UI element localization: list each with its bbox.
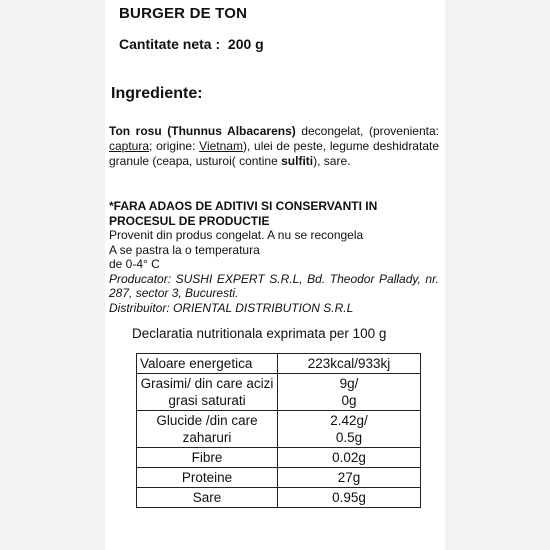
nutrient-label: Glucide /din care zaharuri — [137, 411, 278, 448]
net-quantity-value: 200 g — [227, 36, 264, 52]
table-row — [137, 374, 421, 411]
nutrient-label: Grasimi/ din care acizi grasi saturati — [137, 374, 278, 411]
nutrition-table — [136, 353, 421, 508]
origin-country: Vietnam — [199, 139, 243, 153]
net-quantity-label: Cantitate neta : — [119, 36, 221, 52]
nutrient-value: 9g/ 0g — [278, 374, 421, 411]
nutrient-value: 223kcal/933kj — [278, 354, 421, 374]
storage-note-3: de 0-4° C — [109, 257, 160, 271]
nutrient-value: 2.42g/ 0.5g — [278, 411, 421, 448]
nutrition-declaration: Declaratia nutritionala exprimata per 100 g — [132, 326, 387, 341]
ingredient-text-4: ), sare. — [313, 154, 351, 168]
nutrient-label: Fibre — [137, 448, 278, 468]
nutrient-value: 27g — [278, 468, 421, 488]
storage-note-1: Provenit din produs congelat. A nu se recongela — [109, 228, 364, 242]
ingredient-text-1: decongelat, (provenienta: — [295, 124, 439, 138]
table-row — [137, 411, 421, 448]
table-row — [137, 354, 421, 374]
nutrient-label: Sare — [137, 488, 278, 508]
producer-value: : SUSHI EXPERT S.R.L, Bd. Theodor Pallady, nr. 287, sector 3, Bucuresti. — [109, 271, 439, 300]
ingredient-fish: Ton rosu (Thunnus Albacarens) — [109, 124, 296, 138]
allergen-sulfites: sulfiti — [281, 154, 314, 168]
ingredient-text-3: ), ulei de peste, legume deshidratate granule (ceapa, usturoi( contine — [109, 139, 439, 168]
nutrient-label: Valoare energetica — [137, 354, 278, 374]
ingredients-text — [109, 124, 439, 169]
notes-block — [109, 199, 439, 315]
nutrient-value: 0.02g — [278, 448, 421, 468]
nutrient-label: Proteine — [137, 468, 278, 488]
producer-label: Producator — [109, 271, 168, 286]
distributor-value: : ORIENTAL DISTRIBUTION S.R.L — [166, 300, 354, 315]
ingredient-text-2: ; origine: — [149, 139, 200, 153]
table-row — [137, 448, 421, 468]
producer-info — [109, 272, 439, 301]
table-row — [137, 488, 421, 508]
distributor-info — [109, 301, 439, 316]
table-row — [137, 468, 421, 488]
nutrient-value: 0.95g — [278, 488, 421, 508]
no-additives-note: *FARA ADAOS DE ADITIVI SI CONSERVANTI IN PROCESUL DE PRODUCTIE — [109, 199, 378, 228]
ingredients-heading: Ingrediente: — [111, 85, 203, 102]
distributor-label: Distribuitor — [109, 300, 167, 315]
product-title: BURGER DE TON — [119, 5, 248, 22]
origin-type: captura — [109, 139, 150, 153]
storage-note-2: A se pastra la o temperatura — [109, 242, 260, 257]
net-quantity — [119, 36, 264, 52]
